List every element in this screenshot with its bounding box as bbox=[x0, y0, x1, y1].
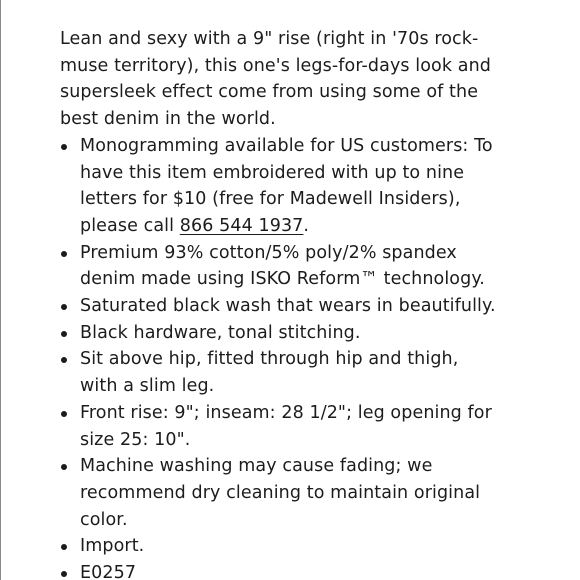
monogram-text: Monogramming available for US customers: To have this item embroidered with up to nine letters for $10 (free for Madewell Insiders), please call bbox=[80, 135, 493, 236]
list-item-monogramming bbox=[80, 133, 500, 240]
left-border bbox=[0, 0, 1, 580]
monogram-text-end: . bbox=[303, 215, 310, 236]
product-description bbox=[60, 26, 500, 580]
list-item: Machine washing may cause fading; we recommend dry cleaning to maintain original color. bbox=[80, 453, 500, 533]
list-item: Sit above hip, fitted through hip and thigh, with a slim leg. bbox=[80, 346, 500, 399]
details-list bbox=[60, 133, 500, 580]
list-item: Front rise: 9"; inseam: 28 1/2"; leg opening for size 25: 10". bbox=[80, 400, 500, 453]
description-intro: Lean and sexy with a 9" rise (right in '70s rock-muse territory), this one's legs-for-days look and supersleek effect come from using some of the best denim in the world. bbox=[60, 29, 491, 130]
phone-link[interactable]: 866 544 1937 bbox=[179, 215, 304, 236]
list-item: Premium 93% cotton/5% poly/2% spandex denim made using ISKO Reform™ technology. bbox=[80, 240, 500, 293]
list-item-style-number: E0257 bbox=[80, 560, 500, 580]
list-item: Import. bbox=[80, 533, 500, 560]
list-item: Black hardware, tonal stitching. bbox=[80, 320, 500, 347]
list-item: Saturated black wash that wears in beautifully. bbox=[80, 293, 500, 320]
